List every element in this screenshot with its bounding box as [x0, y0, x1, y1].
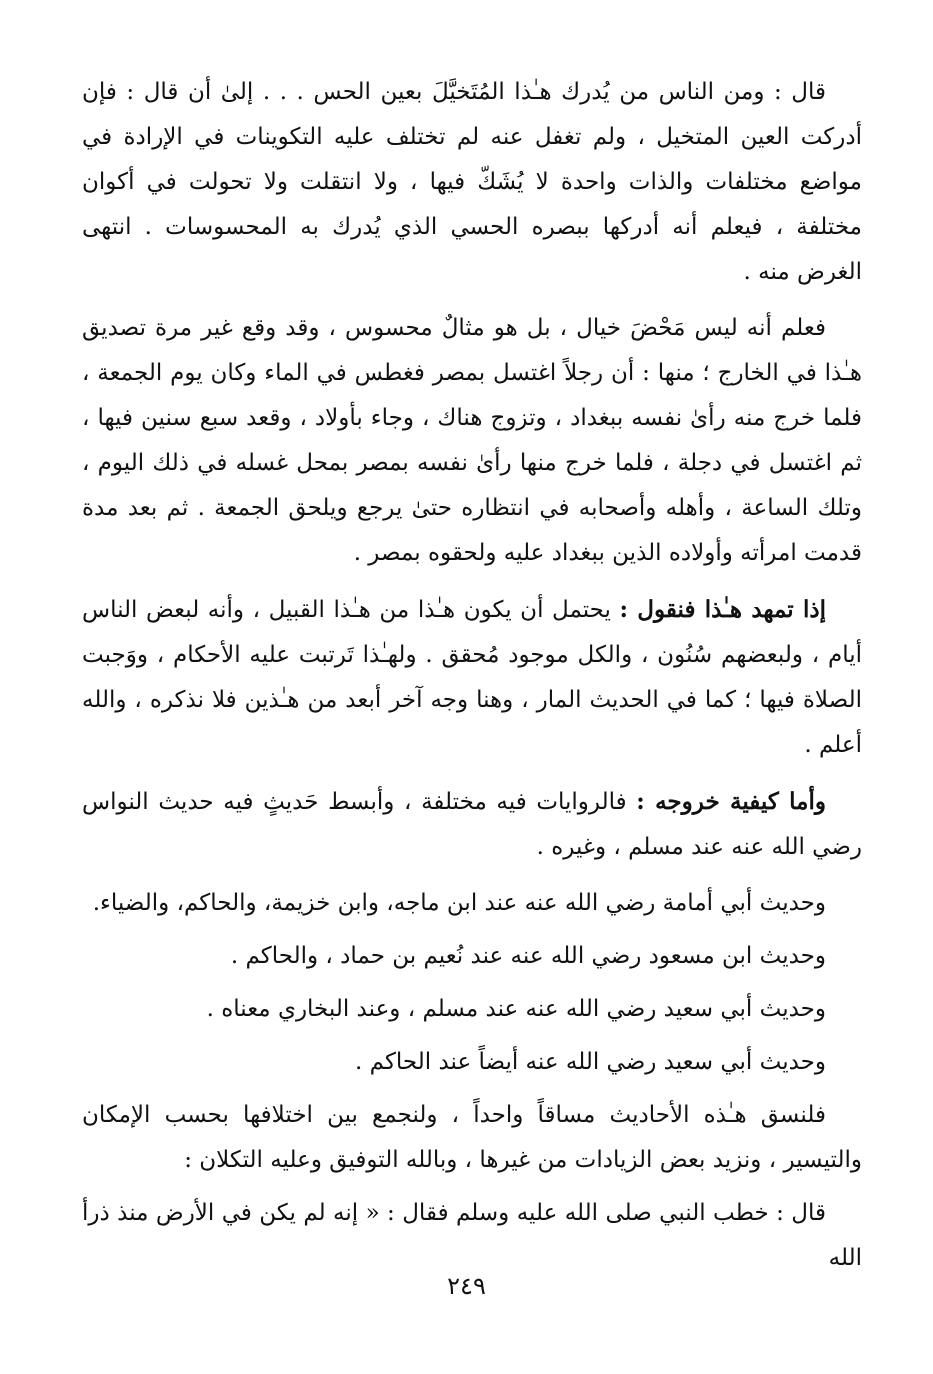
hadith-line-4: وحديث أبي سعيد رضي الله عنه أيضاً عند الحاكم . [355, 1049, 826, 1075]
paragraph-4 [82, 779, 862, 870]
hadith-line-1: وحديث أبي أمامة رضي الله عنه عند ابن ماجه، وابن خزيمة، والحاكم، والضياء. [92, 890, 826, 916]
closing-paragraph-2: قال : خطب النبي صلى الله عليه وسلم فقال : « إنه لم يكن في الأرض منذ ذرأ الله [82, 1200, 862, 1271]
paragraph-4-text: فالروايات فيه مختلفة ، وأبسط حَديثٍ فيه حديث النواس رضي الله عنه عند مسلم ، وغيره . [82, 789, 862, 860]
page-body [82, 70, 862, 1292]
paragraph-2 [82, 306, 862, 576]
paragraph-1-text: قال : ومن الناس من يُدرك هـٰذا المُتَخيَّلَ بعين الحس . . . إلىٰ أن قال : فإن أدركت العين المتخيل ، ولم تغفل عنه لم تختلف عليه التكوينات في الإرادة في مواضع مختلفات والذات واحدة لا يُشَكّ فيها ، ولا انتقلت ولا تحولت في أكوان مختلفة ، فيعلم أنه أدركها ببصره الحسي الذي يُدرك به المحسوسات . انتهى الغرض منه . [82, 79, 862, 285]
paragraph-3-lead: إذا تمهد هـٰذا فنقول : [619, 596, 826, 623]
paragraph-3-text: يحتمل أن يكون هـٰذا من هـٰذا القبيل ، وأنه لبعض الناس أيام ، ولبعضهم سُنُون ، والكل موجود مُحقق . ولهـٰذا تَرتبت عليه الأحكام ، ووَجبت الصلاة فيها ؛ كما في الحديث المار ، وهنا وجه آخر أبعد من هـٰذين فلا نذكره ، والله أعلم . [82, 597, 862, 758]
paragraph-4-lead: وأما كيفية خروجه : [636, 788, 826, 815]
paragraph-1 [82, 70, 862, 295]
page-number: ٢٤٩ [447, 1272, 486, 1300]
hadith-line-3: وحديث أبي سعيد رضي الله عنه عند مسلم ، وعند البخاري معناه . [206, 996, 826, 1022]
hadith-line-2: وحديث ابن مسعود رضي الله عنه عند نُعيم بن حماد ، والحاكم . [230, 943, 826, 969]
paragraph-3 [82, 587, 862, 768]
paragraph-2-text: فعلم أنه ليس مَحْضَ خيال ، بل هو مثالٌ محسوس ، وقد وقع غير مرة تصديق هـٰذا في الخارج ؛ منها : أن رجلاً اغتسل بمصر فغطس في الماء وكان يوم الجمعة ، فلما خرج منه رأىٰ نفسه ببغداد ، وتزوج هناك ، وجاء بأولاد ، وقعد سبع سنين فيها ، ثم اغتسل في دجلة ، فلما خرج منها رأىٰ نفسه بمصر بمحل غسله في ذلك اليوم ، وتلك الساعة ، وأهله وأصحابه في انتظاره حتىٰ يرجع ويلحق الجمعة . ثم بعد مدة قدمت امرأته وأولاده الذين ببغداد عليه ولحقوه بمصر . [82, 315, 862, 566]
closing-paragraph-1: فلنسق هـٰذه الأحاديث مساقاً واحداً ، ولنجمع بين اختلافها بحسب الإمكان والتيسير ، ونزيد بعض الزيادات من غيرها ، وبالله التوفيق وعليه التكلان : [82, 1102, 862, 1173]
